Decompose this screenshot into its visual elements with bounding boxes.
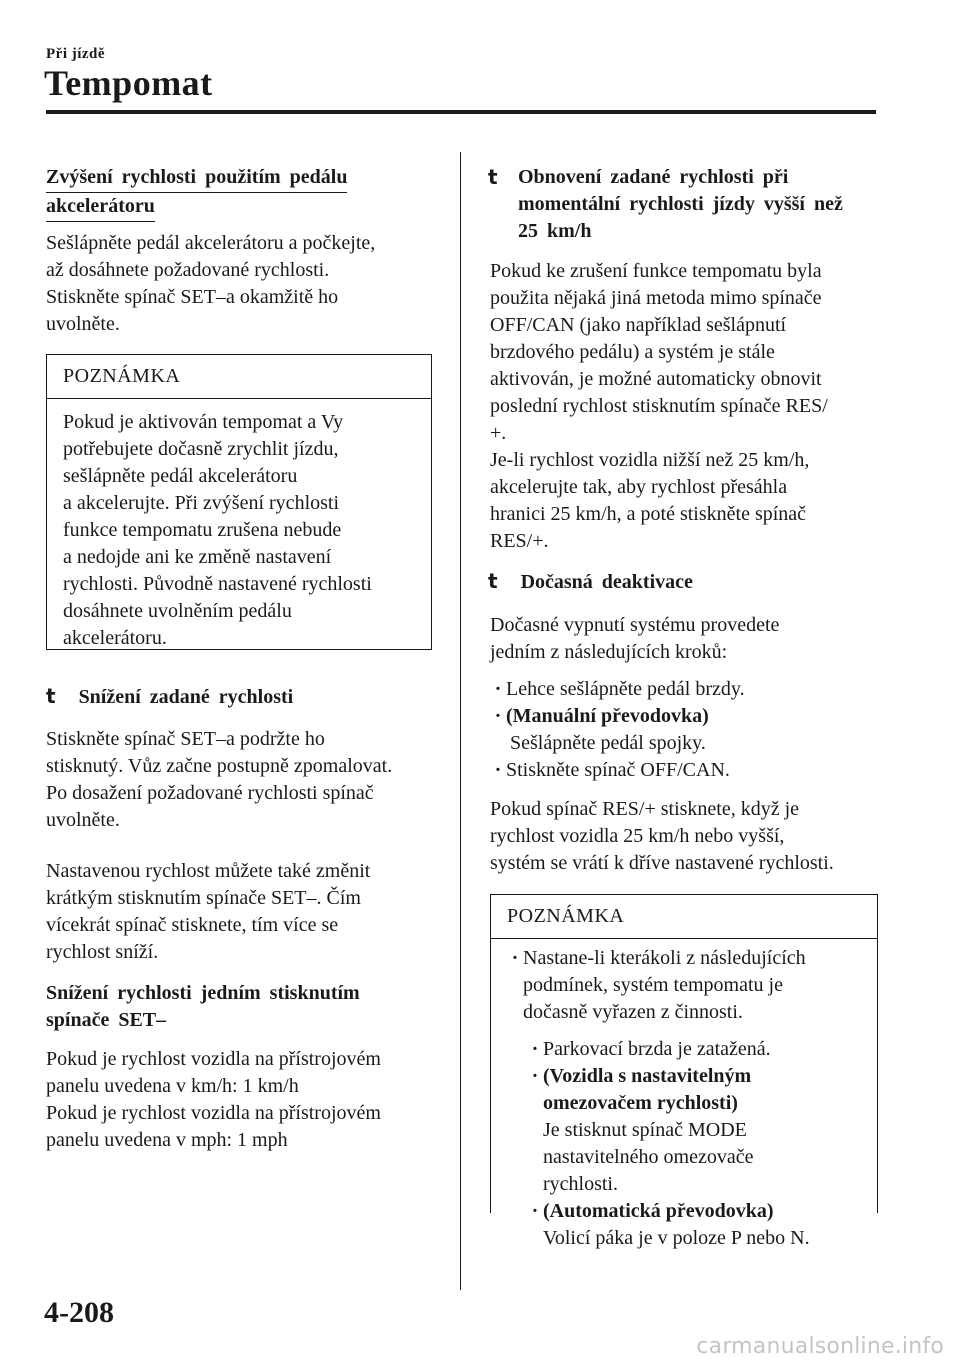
paragraph-speed-increase: Sešlápněte pedál akcelerátoru a počkejte, až dosáhnete požadované rychlosti. Stiskněte spínač SET–a okamžitě ho uvolněte. bbox=[46, 232, 376, 335]
note-heading: POZNÁMKA bbox=[47, 355, 431, 399]
heading-temporary-deactivation: t Dočasná deaktivace bbox=[488, 569, 693, 593]
note-box-left bbox=[46, 354, 432, 650]
note-heading: POZNÁMKA bbox=[491, 895, 877, 939]
column-divider bbox=[460, 152, 461, 1290]
paragraph-deactivation: Dočasné vypnutí systému provedete jedním z následujících kroků: bbox=[490, 614, 780, 663]
page-title: Tempomat bbox=[44, 63, 213, 103]
heading-speed-decrease: t Snížení zadané rychlosti bbox=[46, 684, 294, 708]
list-item: · (Manuální převodovka) bbox=[494, 705, 709, 727]
paragraph-resume-note: Pokud spínač RES/+ stisknete, když je rychlost vozidla 25 km/h nebo vyšší, systém se vrátí k dříve nastavené rychlosti. bbox=[490, 798, 834, 874]
paragraph-speed-decrease: Stiskněte spínač SET–a podržte ho stisknutý. Vůz začne postupně zpomalovat. Po dosažení požadované rychlosti spínač uvolněte. bbox=[46, 728, 393, 831]
heading-speed-increase: Zvýšení rychlosti použitím pedálu akcelerátoru bbox=[46, 164, 347, 222]
paragraph-resume: Pokud ke zrušení funkce tempomatu byla použita nějaká jiná metoda mimo spínače OFF/CAN (jako například sešlápnutí brzdového pedálu) a systém je stále aktivován, je možné automaticky obnovit poslední rychlost stisknutím spínače RES/ +. Je-li rychlost vozidla nižší než 25 km/h, akcelerujte tak, aby rychlost přesáhla hranici 25 km/h, a poté stiskněte spínač RES/+. bbox=[490, 260, 828, 552]
list-item: · Lehce sešlápněte pedál brzdy. bbox=[494, 678, 745, 700]
section-marker: t bbox=[488, 165, 498, 189]
heading-single-press: Snížení rychlosti jedním stisknutím spínače SET– bbox=[46, 982, 360, 1031]
list-item: · Stiskněte spínač OFF/CAN. bbox=[494, 759, 730, 781]
list-item: Sešlápněte pedál spojky. bbox=[510, 732, 706, 754]
heading-resume-speed: t Obnovení zadané rychlosti při momentální rychlosti jízdy vyšší než 25 km/h bbox=[488, 165, 843, 242]
section-label: Při jízdě bbox=[46, 46, 106, 62]
section-marker: t bbox=[488, 569, 498, 593]
section-marker: t bbox=[46, 684, 56, 708]
page-number: 4-208 bbox=[44, 1296, 114, 1329]
title-rule bbox=[46, 110, 876, 114]
paragraph-set-tap: Nastavenou rychlost můžete také změnit krátkým stisknutím spínače SET–. Čím vícekrát spínač stisknete, tím více se rychlost sníží. bbox=[46, 860, 371, 963]
paragraph-increments: Pokud je rychlost vozidla na přístrojovém panelu uvedena v km/h: 1 km/h Pokud je rychlost vozidla na přístrojovém panelu uvedena v mph: 1 mph bbox=[46, 1048, 381, 1151]
list-deactivation-steps bbox=[490, 676, 745, 784]
note-body: Pokud je aktivován tempomat a Vy potřebujete dočasně zrychlit jízdu, sešlápněte pedál akcelerátoru a akcelerujte. Při zvýšení rychlosti funkce tempomatu zrušena nebude a nedojde ani ke změně nastavení rychlosti. Původně nastavené rychlosti dosáhnete uvolněním pedálu akcelerátoru. bbox=[63, 411, 372, 649]
note-box-right bbox=[490, 894, 878, 1249]
note-body: · Nastane-li kterákoli z následujících podmínek, systém tempomatu je dočasně vyřazen z činnosti. · Parkovací brzda je zatažená. · (Vozidla s nastavitelným omezovačem rychlosti) Je stisknut spínač MODE nastavitelného omezovače rychlosti. · (Automatická převodovka) Volicí páka je v poloze P nebo N. bbox=[511, 947, 810, 1249]
watermark: carmanualsonline.info bbox=[696, 1334, 944, 1359]
